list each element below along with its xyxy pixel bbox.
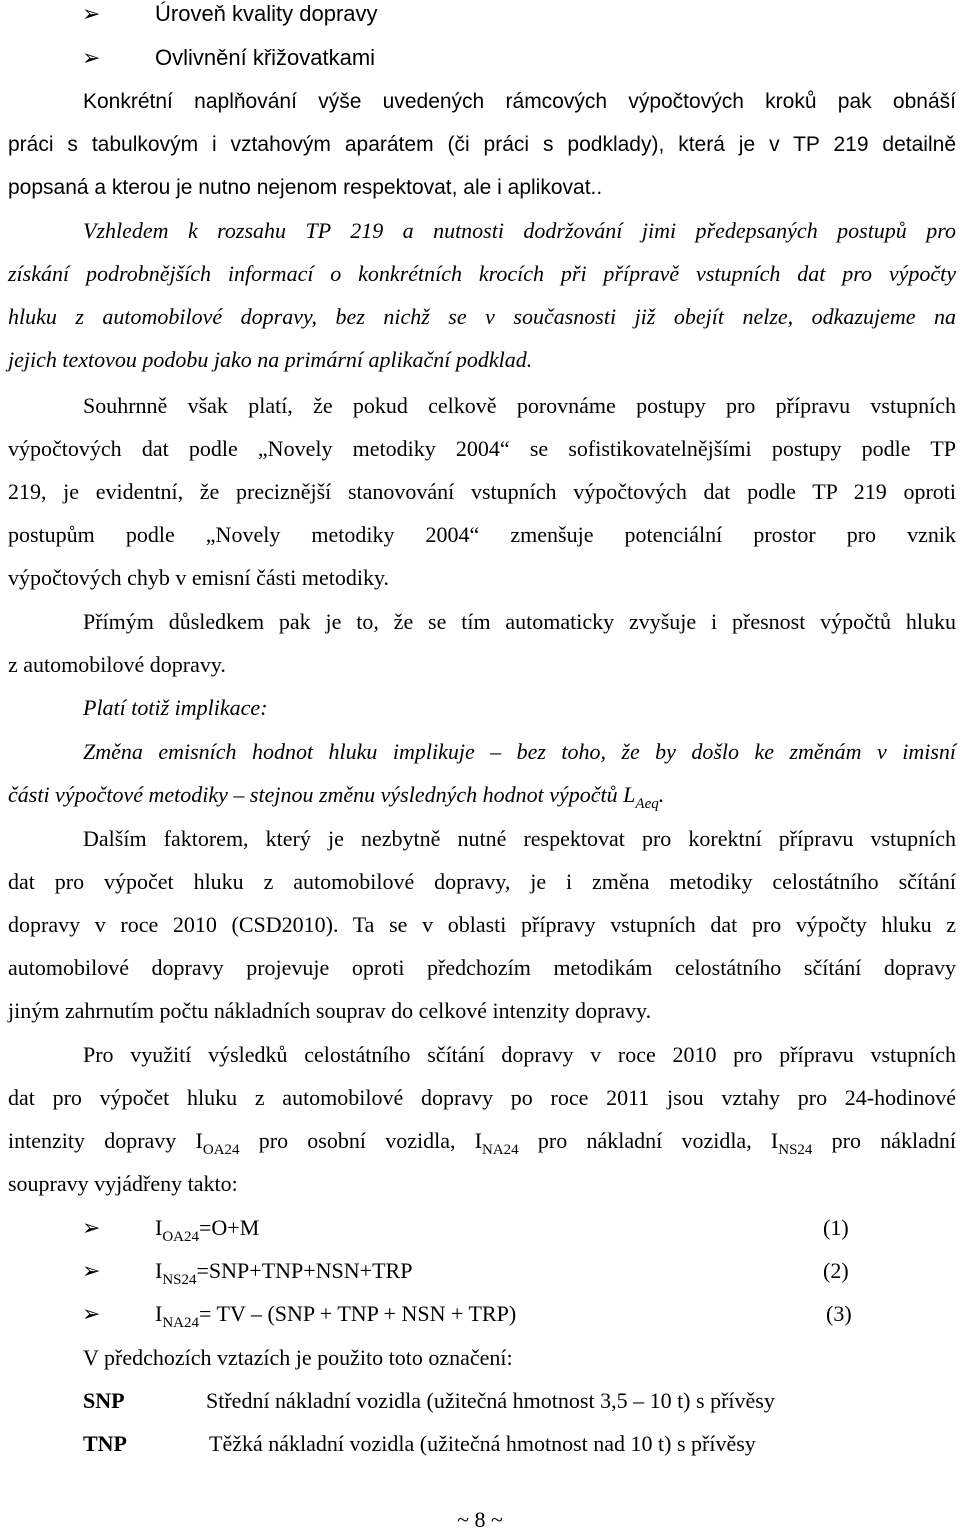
paragraph-line: hluku z automobilové dopravy, bez nichž se v současnosti již obejít nelze, odkazujeme na <box>8 304 956 329</box>
paragraph-line: dopravy v roce 2010 (CSD2010). Ta se v oblasti přípravy vstupních dat pro výpočty hluku z <box>8 912 956 937</box>
paragraph-line: 219, je evidentní, že precizněјší stanovování vstupních výpočtových dat podle TP 219 oproti <box>8 479 956 504</box>
notation-intro: V předchozích vztazích je použito toto označení: <box>83 1345 513 1370</box>
page-number: ~ 8 ~ <box>457 1507 503 1532</box>
paragraph-line: jiným zahrnutím počtu nákladních souprav do celkové intenzity dopravy. <box>8 998 652 1023</box>
bullet-item: Ovlivnění křižovatkami <box>155 45 376 70</box>
paragraph-line: automobilové dopravy projevuje oproti předchozím metodikám celostátního sčítání dopravy <box>8 955 956 980</box>
arrowhead-bullet-icon: ➢ <box>82 1301 101 1326</box>
equation-number: (1) <box>823 1215 849 1240</box>
definition-abbr: SNP <box>83 1388 125 1413</box>
paragraph-line: postupům podle „Novely metodiky 2004“ zmenšuje potenciální prostor pro vznik <box>8 522 956 547</box>
paragraph-line: dat pro výpočet hluku z automobilové dopravy, je i změna metodiky celostátního sčítání <box>8 869 956 894</box>
paragraph-line: výpočtových dat podle „Novely metodiky 2004“ se sofistikovatelnějšími postupy podle TP <box>8 436 956 461</box>
paragraph-line: Přímým důsledkem pak je to, že se tím automaticky zvyšuje i přesnost výpočtů hluku <box>83 609 956 634</box>
equation: $I_{NS24}=SNP+TNP+NSN+TRP$ <box>155 1258 413 1288</box>
arrowhead-bullet-icon: ➢ <box>82 1258 101 1283</box>
equation-number: (2) <box>823 1258 849 1283</box>
equation: $I_{NA24}=$ TV – (SNP + TNP + NSN + TRP) <box>155 1301 517 1331</box>
equation: $I_{OA24}=O+M$ <box>155 1215 260 1245</box>
paragraph-line: Konkrétní naplňování výše uvedených rámcových výpočtových kroků pak obnáší <box>83 90 956 113</box>
arrowhead-bullet-icon: ➢ <box>82 45 101 70</box>
equation-number: (3) <box>826 1301 852 1326</box>
paragraph-line: popsaná a kterou je nutno nejenom respektovat, ale i aplikovat.. <box>8 176 603 199</box>
paragraph-line: Souhrnně však platí, že pokud celkově porovnáme postupy pro přípravu vstupních <box>83 393 956 418</box>
definition-text: Střední nákladní vozidla (užitečná hmotnost 3,5 – 10 t) s přívěsy <box>206 1388 775 1413</box>
paragraph-line: Dalším faktorem, který je nezbytně nutné respektovat pro korektní přípravu vstupních <box>83 826 956 851</box>
implication-line: části výpočtové metodiky – stejnou změnu výsledných hodnot výpočtů $L_{Aeq}$. <box>8 782 665 812</box>
arrowhead-bullet-icon: ➢ <box>82 1 101 26</box>
paragraph-line: výpočtových chyb v emisní části metodiky. <box>8 565 390 590</box>
definition-abbr: TNP <box>83 1431 127 1456</box>
paragraph-line: soupravy vyjádřeny takto: <box>8 1171 238 1196</box>
paragraph-line: práci s tabulkovým i vztahovým aparátem (či práci s podklady), která je v TP 219 detailně <box>8 133 956 156</box>
paragraph-line: Vzhledem k rozsahu TP 219 a nutnosti dodržování jimi předepsaných postupů pro <box>83 218 956 243</box>
definition-text: Těžká nákladní vozidla (užitečná hmotnost nad 10 t) s přívěsy <box>209 1431 756 1456</box>
paragraph-line: intenzity dopravy $I_{OA24}$ pro osobní vozidla, $I_{NA24}$ pro nákladní vozidla, $I_{NS24}$ pro nákladní <box>8 1128 956 1158</box>
paragraph-line: dat pro výpočet hluku z automobilové dopravy po roce 2011 jsou vztahy pro 24-hodinové <box>8 1085 956 1110</box>
arrowhead-bullet-icon: ➢ <box>82 1215 101 1240</box>
paragraph-line: jejich textovou podobu jako na primární aplikační podklad. <box>8 347 533 372</box>
paragraph-line: Pro využití výsledků celostátního sčítání dopravy v roce 2010 pro přípravu vstupních <box>83 1042 956 1067</box>
paragraph-line: z automobilové dopravy. <box>8 652 226 677</box>
implication-line: Změna emisních hodnot hluku implikuje – bez toho, že by došlo ke změnám v imisní <box>83 739 956 764</box>
implication-label: Platí totiž implikace: <box>83 695 268 720</box>
bullet-item: Úroveň kvality dopravy <box>155 1 378 26</box>
paragraph-line: získání podrobnějších informací o konkrétních krocích při přípravě vstupních dat pro výpočty <box>8 261 956 286</box>
